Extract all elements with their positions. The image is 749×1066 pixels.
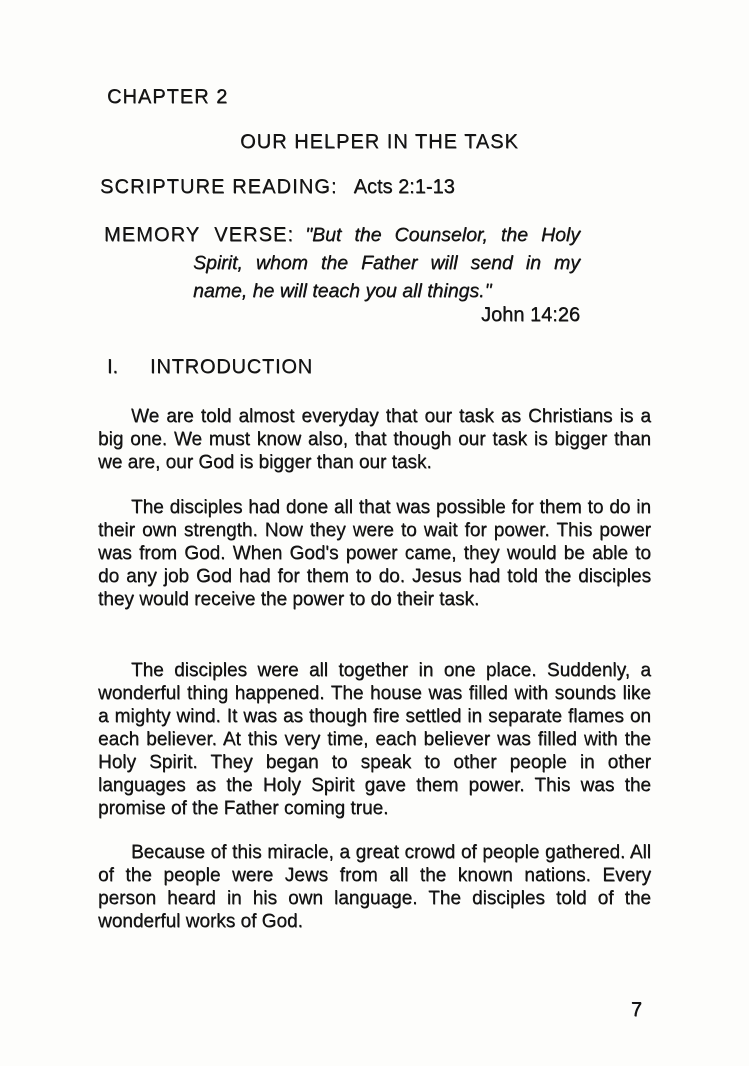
chapter-heading: CHAPTER 2	[107, 86, 229, 108]
scripture-reading-line	[100, 176, 455, 199]
memory-verse-text: "But the Counselor, the Holy Spirit, whom the Father will send in my name, he will teach you all things."	[193, 224, 581, 302]
section-heading	[107, 356, 313, 379]
page-title: OUR HELPER IN THE TASK	[240, 131, 519, 153]
memory-verse-block	[104, 221, 580, 305]
scripture-reading-label: SCRIPTURE READING:	[100, 176, 338, 198]
memory-verse-reference: John 14:26	[481, 304, 580, 326]
paragraph-introduction-3: The disciples were all together in one place. Suddenly, a wonderful thing happened. The house was filled with sounds like a mighty wind. It was as though fire settled in separate flames on each believer. At this very time, each believer was filled with the Holy Spirit. They began to speak to other people in other languages as the Holy Spirit gave them power. This was the promise of the Father coming true.	[98, 660, 651, 819]
paragraph-introduction-4: Because of this miracle, a great crowd of people gathered. All of the people were Jews from all the known nations. Every person heard in his own language. The disciples told of the wonderful works of God.	[98, 842, 651, 932]
scripture-reading-reference: Acts 2:1-13	[353, 176, 455, 198]
section-title: INTRODUCTION	[150, 356, 313, 378]
page-number: 7	[630, 999, 642, 1021]
memory-verse-label: MEMORY VERSE:	[104, 224, 295, 246]
paragraph-introduction-1: We are told almost everyday that our task as Christians is a big one. We must know also, that though our task is bigger than we are, our God is bigger than our task.	[98, 406, 651, 473]
paragraph-introduction-2: The disciples had done all that was possible for them to do in their own strength. Now they were to wait for power. This power was from God. When God's power came, they would be able to do any job God had for them to do. Jesus had told the disciples they would receive the power to do their task.	[98, 497, 651, 610]
section-number: I.	[107, 356, 119, 378]
